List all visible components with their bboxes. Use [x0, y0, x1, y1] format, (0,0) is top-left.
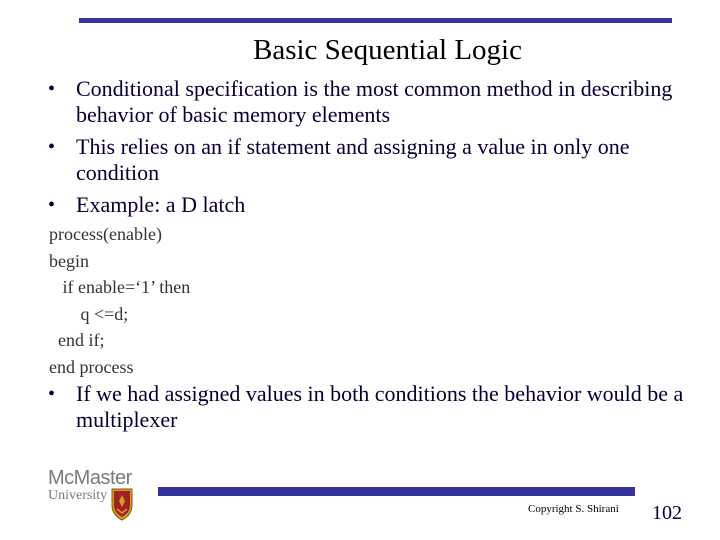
- bottom-rule: [158, 487, 635, 496]
- code-line: begin: [49, 250, 89, 271]
- bullet-text: Example: a D latch: [76, 192, 246, 217]
- logo-subtitle: University: [48, 488, 108, 503]
- bullet-item: [44, 192, 684, 218]
- bullet-item: [44, 134, 684, 186]
- bullet-dot: •: [48, 383, 56, 405]
- code-line: q <=d;: [49, 303, 129, 324]
- bullet-text: This relies on an if statement and assigning a value in only one condition: [76, 134, 630, 185]
- bullet-dot: •: [48, 78, 56, 100]
- mcmaster-crest-icon: [110, 487, 134, 521]
- bullet-text: Conditional specification is the most common method in describing behavior of basic memory elements: [76, 76, 673, 127]
- copyright-text: Copyright S. Shirani: [528, 503, 619, 515]
- bullet-dot: •: [48, 136, 56, 158]
- code-line: if enable=‘1’ then: [49, 277, 191, 297]
- university-logo: [48, 467, 138, 525]
- bullet-text: If we had assigned values in both conditions the behavior would be a multiplexer: [76, 381, 684, 432]
- bullet-dot: •: [48, 194, 56, 216]
- code-line: end if;: [49, 330, 105, 350]
- code-line: process(enable): [49, 224, 162, 244]
- bullet-item: [44, 76, 684, 128]
- slide-title: Basic Sequential Logic: [253, 34, 522, 66]
- bullet-list-2: [44, 381, 684, 439]
- logo-wordmark: McMaster: [48, 467, 132, 489]
- top-rule: [79, 18, 672, 23]
- bullet-item: [44, 381, 684, 433]
- code-line: end process: [49, 356, 134, 377]
- code-block: [49, 221, 190, 380]
- page-number: 102: [652, 502, 682, 524]
- bullet-list: [44, 76, 684, 224]
